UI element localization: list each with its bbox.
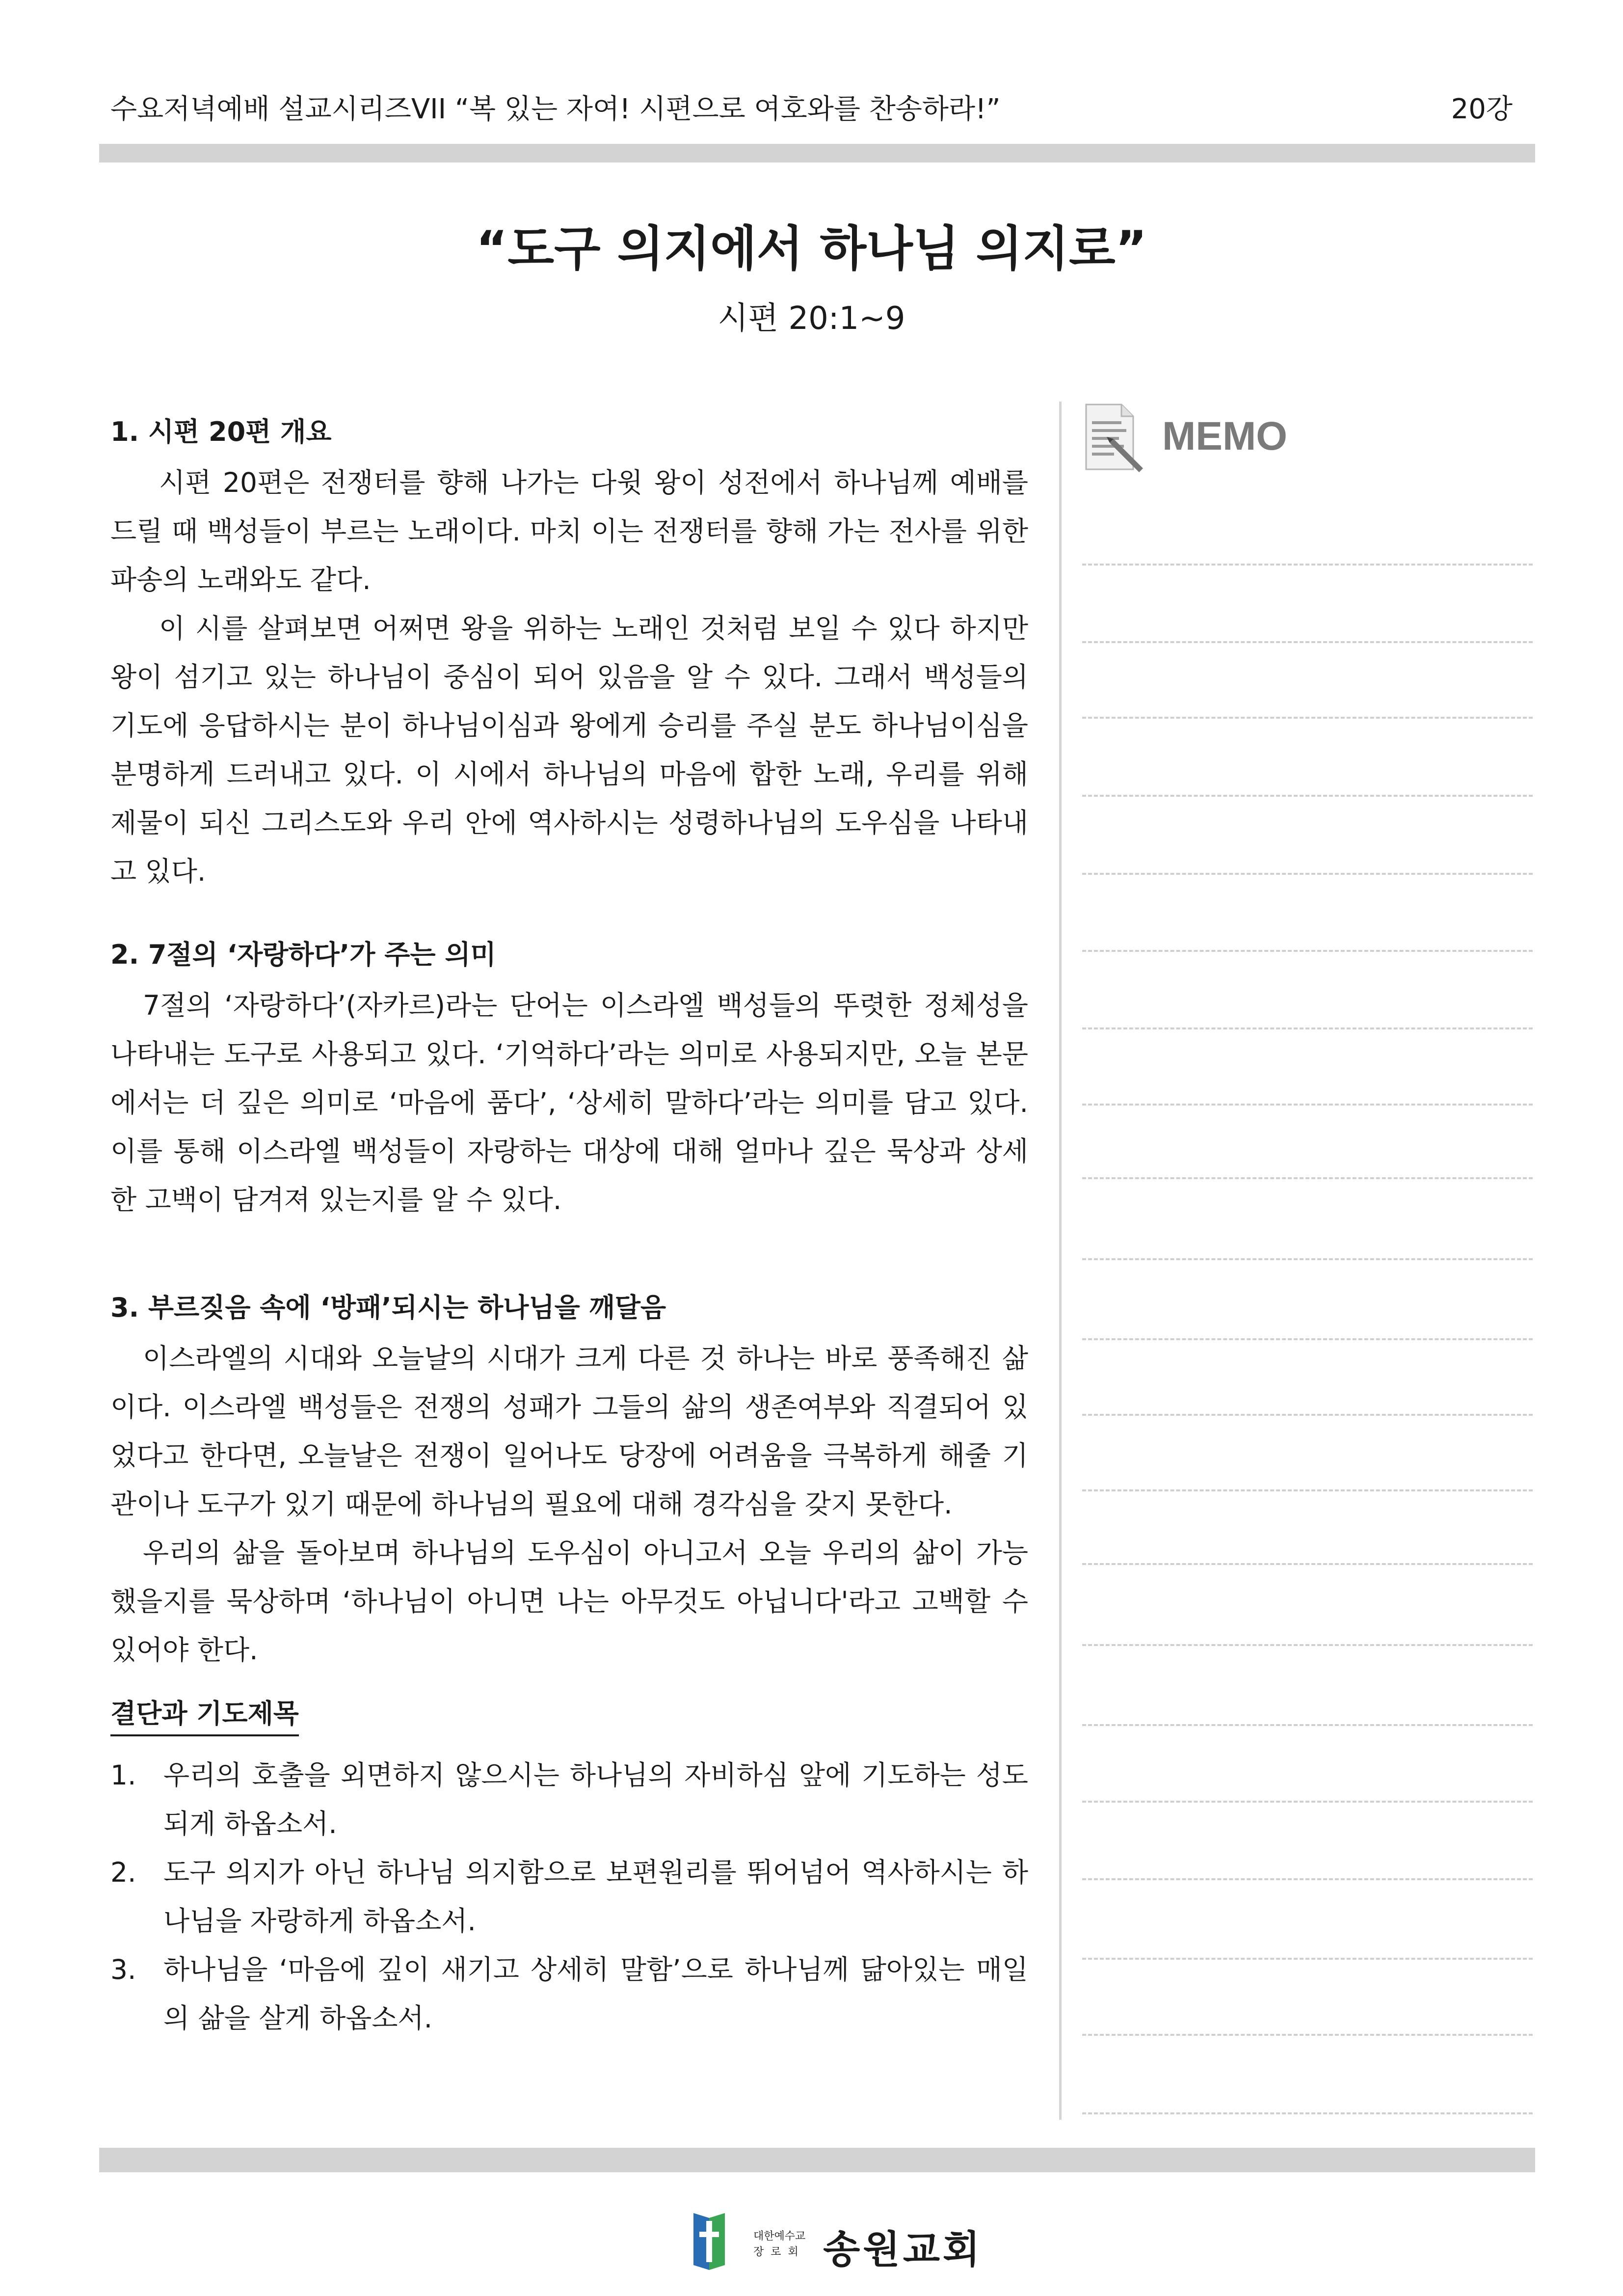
item-number: 3. (110, 1954, 136, 1985)
section-1 (110, 412, 1028, 896)
paragraph: 우리의 삶을 돌아보며 하나님의 도우심이 아니고서 오늘 우리의 삶이 가능했을지를 묵상하며 ‘하나님이 아니면 나는 아무것도 아닙니다'라고 고백할 수 있어야 한다. (110, 1537, 1028, 1666)
paragraph: 이 시를 살펴보면 어쩌면 왕을 위하는 노래인 것처럼 보일 수 있다 하지만 왕이 섬기고 있는 하나님이 중심이 되어 있음을 알 수 있다. 그래서 백성들의 기도에 응답하시는 분이 하나님이심과 왕에게 승리를 주실 분도 하나님이심을 분명하게 드러내고 있다. 이 시에서 하나님의 마음에 합한 노래, 우리를 위해 제물이 되신 그리스도와 우리 안에 역사하시는 성령하나님의 도우심을 나타내고 있다. (110, 613, 1028, 887)
item-text: 하나님을 ‘마음에 깊이 새기고 상세히 말함’으로 하나님께 닮아있는 매일의 삶을 살게 하옵소서. (163, 1954, 1028, 2034)
denomination-line2: 장로회 (753, 2246, 805, 2258)
paragraph: 7절의 ‘자랑하다’(자카르)라는 단어는 이스라엘 백성들의 뚜렷한 정체성을 나타내는 도구로 사용되고 있다. ‘기억하다’라는 의미로 사용되지만, 오늘 본문에서는 더 깊은 의미로 ‘마음에 품다’, ‘상세히 말하다’라는 의미를 담고 있다. 이를 통해 이스라엘 백성들이 자랑하는 대상에 대해 얼마나 깊은 묵상과 상세한 고백이 담겨져 있는지를 알 수 있다. (110, 990, 1028, 1216)
memo-line (1082, 1027, 1533, 1029)
list-item (110, 1751, 1028, 1848)
lesson-number: 20강 (1451, 93, 1513, 125)
memo-line (1082, 1563, 1533, 1565)
page-header (110, 87, 1513, 125)
memo-label: MEMO (1162, 414, 1288, 459)
memo-line (1082, 1724, 1533, 1726)
denomination-line1: 대한예수교 (753, 2230, 806, 2242)
item-number: 1. (110, 1759, 136, 1791)
church-name: 송원교회 (823, 2228, 983, 2272)
resolution-section (110, 1675, 1028, 2043)
memo-line (1082, 564, 1533, 566)
memo-line (1082, 2034, 1533, 2036)
memo-line (1082, 1338, 1533, 1340)
top-divider-bar (99, 144, 1535, 162)
memo-line (1082, 1878, 1533, 1880)
section-3 (110, 1288, 1028, 1675)
section-heading: 1. 시편 20편 개요 (110, 416, 332, 447)
memo-line (1082, 873, 1533, 875)
resolution-heading: 결단과 기도제목 (110, 1694, 299, 1736)
paragraph: 이스라엘의 시대와 오늘날의 시대가 크게 다른 것 하나는 바로 풍족해진 삶이다. 이스라엘 백성들은 전쟁의 성패가 그들의 삶의 생존여부와 직결되어 있었다고 한다면, 오늘날은 전쟁이 일어나도 당장에 어려움을 극복하게 해줄 기관이나 도구가 있기 때문에 하나님의 필요에 대해 경각심을 갖지 못한다. (110, 1343, 1028, 1520)
memo-line (1082, 1489, 1533, 1491)
memo-pen-icon (1082, 402, 1146, 473)
memo-line (1082, 1104, 1533, 1106)
church-logo (690, 2209, 983, 2273)
sermon-body (110, 412, 1028, 2043)
scripture-reference: 시편 20:1~9 (718, 300, 905, 337)
memo-line (1082, 1414, 1533, 1416)
memo-line (1082, 1958, 1533, 1960)
section-heading: 3. 부르짖음 속에 ‘방패’되시는 하나님을 깨달음 (110, 1292, 666, 1323)
memo-line (1082, 795, 1533, 797)
memo-line (1082, 1258, 1533, 1260)
memo-line (1082, 2112, 1533, 2114)
cross-book-icon (690, 2209, 729, 2271)
section-2 (110, 935, 1028, 1224)
list-item (110, 1945, 1028, 2043)
series-title: 수요저녁예배 설교시리즈VII “복 있는 자여! 시편으로 여호와를 찬송하라!” (110, 93, 1001, 125)
memo-line (1082, 717, 1533, 719)
memo-line (1082, 1644, 1533, 1646)
memo-line (1082, 641, 1533, 643)
item-number: 2. (110, 1857, 136, 1888)
item-text: 도구 의지가 아닌 하나님 의지함으로 보편원리를 뛰어넘어 역사하시는 하나님을 자랑하게 하옵소서. (163, 1857, 1028, 1937)
memo-line (1082, 950, 1533, 952)
list-item (110, 1848, 1028, 1945)
item-text: 우리의 호출을 외면하지 않으시는 하나님의 자비하심 앞에 기도하는 성도되게 하옵소서. (163, 1759, 1028, 1839)
paragraph: 시편 20편은 전쟁터를 향해 나가는 다윗 왕이 성전에서 하나님께 예배를 드릴 때 백성들이 부르는 노래이다. 마치 이는 전쟁터를 향해 가는 전사를 위한 파송의 노래와도 같다. (110, 467, 1028, 595)
column-divider (1059, 402, 1062, 2120)
sermon-title: “도구 의지에서 하나님 의지로” (476, 221, 1147, 277)
memo-line (1082, 1801, 1533, 1803)
memo-line (1082, 1177, 1533, 1179)
bottom-divider-bar (99, 2148, 1535, 2172)
prayer-list (110, 1751, 1028, 2043)
section-heading: 2. 7절의 ‘자랑하다’가 주는 의미 (110, 939, 496, 970)
